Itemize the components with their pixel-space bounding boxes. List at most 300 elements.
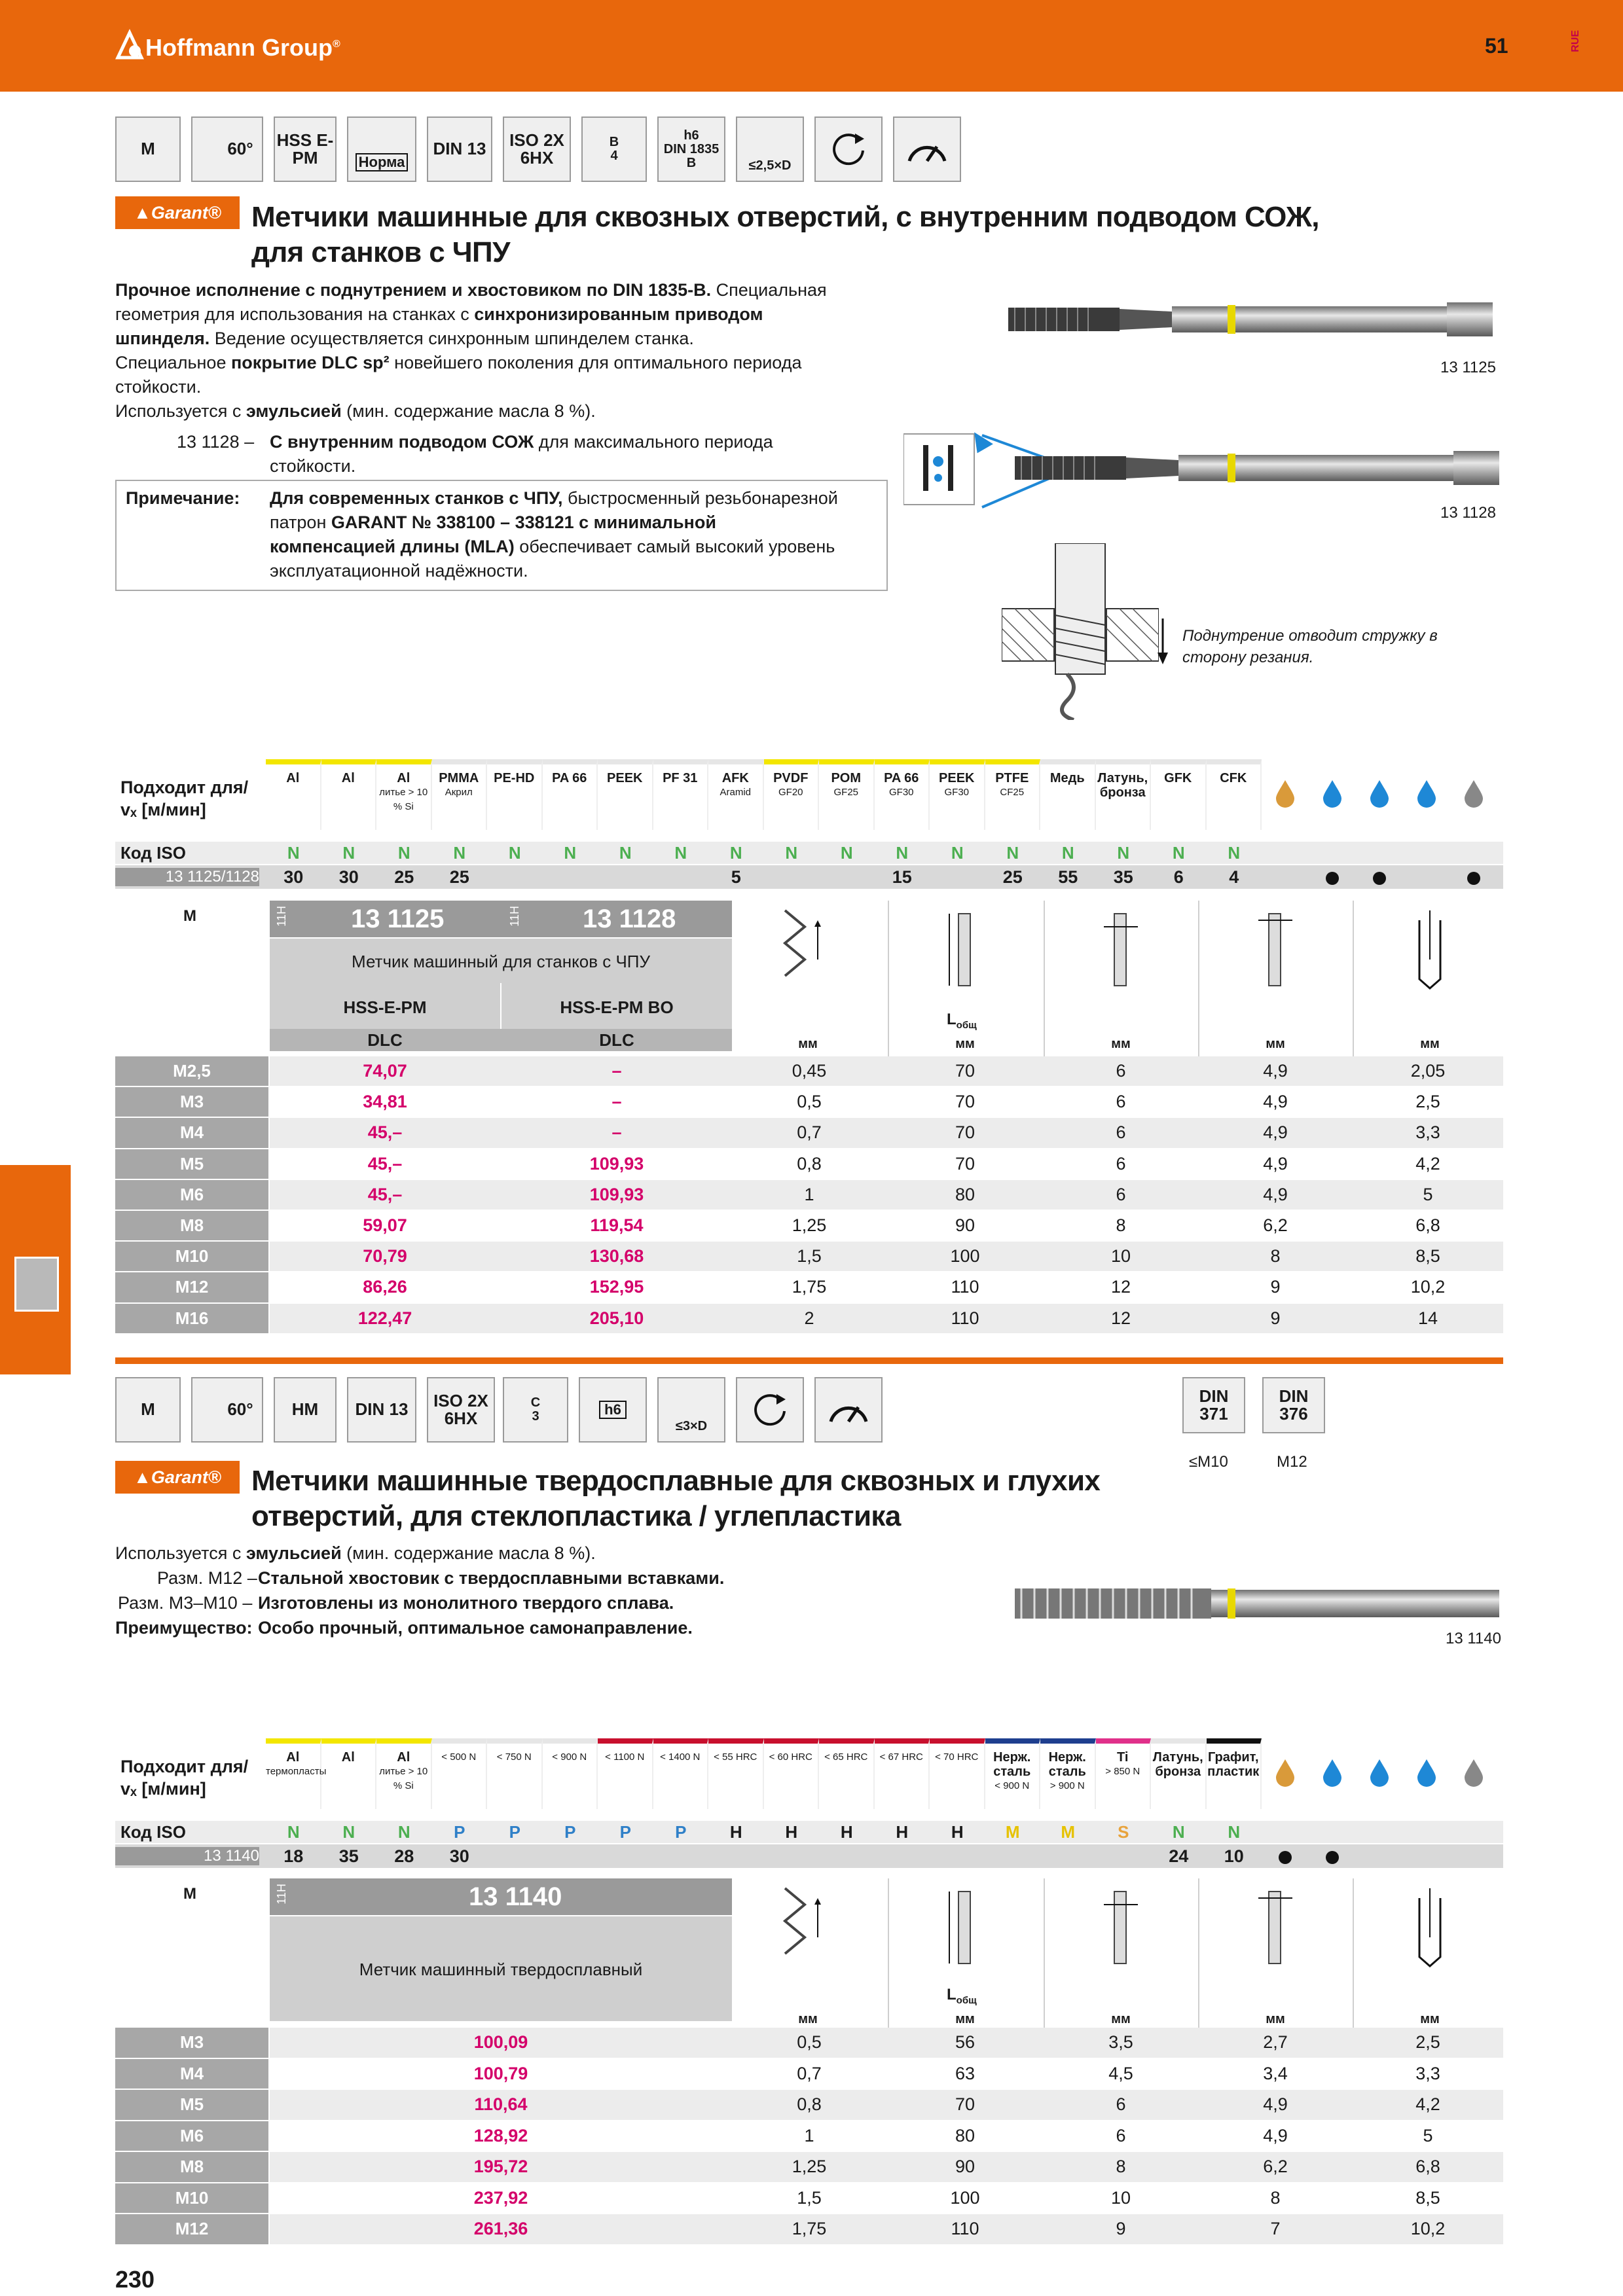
price-13-1125: 86,26	[363, 1277, 407, 1297]
norm-shape-icon	[347, 117, 416, 182]
total-length: 70	[955, 1092, 976, 1112]
price-13-1125: 122,47	[357, 1308, 412, 1328]
speed-gauge-icon	[893, 117, 961, 182]
iso-code: P	[675, 1822, 687, 1842]
price-13-1140: 128,92	[473, 2125, 528, 2145]
material-sub: GF30	[888, 787, 914, 798]
shank-h6-icon-2-label: h6	[599, 1401, 627, 1418]
tech-column-icon	[1353, 1885, 1507, 1980]
brand-name: Hoffmann Group®	[145, 34, 340, 61]
material-column	[764, 759, 820, 830]
total-length: 90	[955, 2157, 976, 2176]
shank-diameter: 6	[1116, 1122, 1126, 1143]
text-run: Изготовлены из монолитного твердого сплава.	[258, 1593, 674, 1613]
material-name: Графит, пластик	[1207, 1750, 1260, 1779]
text-line	[270, 511, 885, 535]
shank-h6-icon	[657, 117, 725, 182]
material-column	[653, 759, 709, 830]
price-13-1128: 119,54	[590, 1215, 644, 1235]
iso-code: S	[1118, 1822, 1129, 1842]
material-column	[985, 759, 1041, 830]
text-run: синхронизированным приводом	[474, 304, 763, 324]
row-divider	[115, 1333, 1503, 1335]
square-size: 4,9	[1263, 1122, 1288, 1143]
material-column	[1207, 1738, 1262, 1809]
square-size: 4,9	[1263, 1153, 1288, 1174]
chamfer-form-b-icon	[581, 117, 647, 182]
material-column	[1096, 1738, 1152, 1809]
cutting-speed: 25	[449, 867, 469, 887]
material-name: PA 66	[552, 771, 587, 785]
note-text	[270, 486, 885, 583]
unit-label: мм	[1420, 2012, 1440, 2026]
drill-diameter: 3,3	[1415, 1122, 1440, 1143]
variant-label: 13 1128 –	[177, 432, 255, 452]
tool1-caption: 13 1125	[1440, 359, 1496, 376]
material-column	[1096, 759, 1152, 830]
article-13-1128: 13 1128	[583, 905, 676, 933]
grid-line	[888, 1878, 889, 2032]
shank-h6-icon-2	[579, 1377, 647, 1443]
garant-logo-2: ▲ Garant ®	[115, 1461, 240, 1494]
tech-column-icon	[731, 1885, 885, 1960]
air-blast-icon	[1463, 1758, 1484, 1787]
label-line: Подходит для/	[120, 1757, 249, 1776]
section-divider	[115, 1357, 1503, 1364]
iso-code: N	[1228, 1822, 1241, 1842]
size-label: M10	[115, 2183, 268, 2214]
thread-pitch: 1,75	[792, 1277, 827, 1297]
price-13-1128: 205,10	[589, 1308, 644, 1328]
material-column	[985, 1738, 1041, 1809]
material-name: Нерж. сталь	[1048, 1750, 1086, 1779]
iso-code: N	[287, 843, 300, 863]
material-column	[708, 1738, 764, 1809]
material-column	[543, 1738, 598, 1809]
text-run: эксплуатационной надёжности.	[270, 561, 528, 581]
label-line: Подходит для/	[120, 778, 249, 797]
iso-code: P	[619, 1822, 631, 1842]
text-run: Используется с	[115, 1543, 246, 1563]
total-length: 80	[955, 2125, 976, 2145]
cutting-speed: 28	[394, 1846, 414, 1866]
iso-code: N	[729, 843, 742, 863]
iso-code: N	[287, 1822, 300, 1842]
iso-code: M	[1061, 1822, 1076, 1842]
garant-logo: ▲ Garant ®	[115, 196, 240, 229]
din-13-label: DIN 13	[355, 1399, 409, 1420]
total-length: 110	[951, 2219, 979, 2238]
material-sub: GF30	[944, 787, 969, 798]
prefix-label: 11H	[275, 906, 288, 927]
cutting-speed: 4	[1229, 867, 1239, 887]
material-name: CFK	[1220, 771, 1247, 785]
square-size: 8	[1270, 2187, 1281, 2208]
row-divider	[115, 2244, 1503, 2246]
iso-code: N	[674, 843, 687, 863]
drill-diameter: 2,05	[1410, 1061, 1446, 1081]
l-total-label	[947, 1986, 977, 2006]
material-name: Нерж. сталь	[993, 1750, 1031, 1779]
iso-code: N	[951, 843, 964, 863]
material-sub: < 67 HRC	[879, 1751, 923, 1763]
speed-gauge-icon-2	[814, 1377, 883, 1443]
page-number-top: 51	[1485, 34, 1508, 58]
text-line	[270, 535, 885, 559]
thread-depth-icon	[736, 117, 804, 182]
size-label: M12	[115, 1272, 268, 1302]
section1-description	[115, 278, 901, 423]
shank-diameter: 6	[1116, 2094, 1126, 2114]
size-label: M3	[115, 2028, 268, 2058]
text-run: геометрия для использования на станках с	[115, 304, 475, 324]
line-text	[258, 1616, 693, 1640]
square-size: 4,9	[1263, 1061, 1288, 1081]
iso-code: N	[453, 843, 466, 863]
total-length-icon	[945, 1885, 985, 1977]
size-label: M6	[115, 1180, 268, 1210]
chamfer-form-b-icon-label: 4	[610, 149, 618, 163]
price-13-1140: 261,36	[473, 2219, 528, 2238]
drill-diameter-icon	[1410, 1885, 1450, 1977]
article-13-1140: 13 1140	[469, 1882, 562, 1911]
grid-line	[1353, 1878, 1354, 2032]
article-label: 13 1125/1128	[115, 868, 259, 886]
variant-text: С внутренним подводом СОЖ для максимального периода	[270, 432, 773, 452]
price-13-1125: 45,–	[367, 1153, 403, 1174]
tool-description: Метчик машинный для станков с ЧПУ	[352, 952, 650, 971]
square-size: 4,9	[1263, 1092, 1288, 1112]
square-size: 8	[1270, 1246, 1281, 1266]
material-name: POM	[831, 771, 862, 785]
unit-label: мм	[1266, 1037, 1285, 1051]
material-column	[1040, 759, 1096, 830]
tool-description: Метчик машинный твердосплавный	[359, 1960, 643, 1979]
material-2: HSS-E-PM BO	[560, 997, 674, 1017]
material-name: PA 66	[884, 771, 919, 785]
iso-code: N	[342, 843, 356, 863]
coolant-dot	[1467, 872, 1480, 885]
text-run: Стальной хвостовик с твердосплавными вставками.	[258, 1568, 725, 1588]
drill-diameter: 14	[1417, 1308, 1438, 1328]
size-label: M6	[115, 2121, 268, 2151]
din-13-icon-label: DIN 13	[433, 139, 486, 159]
hm-material-icon	[274, 1377, 337, 1443]
prefix-label: 11H	[275, 1884, 288, 1905]
price-13-1140: 100,09	[473, 2032, 528, 2052]
cutting-speed: 30	[449, 1846, 469, 1866]
unit-label: мм	[955, 2012, 975, 2026]
tech-column-icon	[1044, 907, 1198, 1002]
iso-tolerance-icon-2	[427, 1377, 495, 1443]
iso-code: N	[1117, 843, 1130, 863]
emulsion-drop-icon	[1322, 1758, 1343, 1787]
square-size: 6,2	[1263, 1215, 1288, 1235]
thread-angle-icon-label: 60°	[227, 139, 253, 159]
shank-diameter: 6	[1116, 1061, 1126, 1081]
iso-code: N	[1006, 843, 1019, 863]
material-name: Al	[397, 771, 410, 785]
tool3-caption: 13 1140	[1446, 1630, 1501, 1647]
size-label: M4	[115, 1118, 268, 1147]
material-sub: < 60 HRC	[769, 1751, 812, 1763]
iso-code-label: Код ISO	[120, 843, 186, 863]
material-column	[432, 759, 488, 830]
din-13-icon-2	[347, 1377, 416, 1443]
drill-diameter: 4,2	[1415, 2094, 1440, 2114]
tech-column-icon	[1198, 907, 1353, 1002]
material-column	[708, 759, 764, 830]
text-run: новейшего поколения для оптимального периода	[389, 353, 802, 372]
tech-column-icon	[731, 907, 885, 982]
chamfer-form-c-icon-label: 3	[532, 1409, 539, 1424]
material-column	[543, 759, 598, 830]
note-label: Примечание:	[126, 488, 240, 508]
shank-diameter-icon	[1101, 1885, 1140, 1977]
iso-code: M	[1005, 1822, 1020, 1842]
price-13-1140: 195,72	[473, 2157, 528, 2176]
right-hand-rotation-icon	[814, 117, 883, 182]
total-length: 70	[955, 2094, 976, 2114]
chamfer-form-c-icon	[503, 1377, 568, 1443]
tech-column-icon	[888, 907, 1042, 1002]
cutting-speed: 18	[283, 1846, 304, 1866]
material-sub: < 750 N	[496, 1751, 532, 1763]
chapter-tab	[0, 1165, 71, 1374]
tap-13-1125-image	[1002, 287, 1512, 352]
price-13-1125: 34,81	[363, 1092, 407, 1112]
tap-13-1128-image	[903, 396, 1519, 527]
thread-pitch: 1,5	[797, 1246, 822, 1266]
material-column	[487, 1738, 543, 1809]
material-sub: литье > 10 % Si	[379, 787, 428, 812]
cutting-speed: 35	[1113, 867, 1133, 887]
material-name: PF 31	[663, 771, 698, 785]
right-hand-rotation-icon-2	[736, 1377, 804, 1443]
square-size: 6,2	[1263, 2157, 1288, 2176]
material-column	[930, 1738, 985, 1809]
line-label: Разм. M3–M10 –	[118, 1593, 253, 1613]
coolant-dot	[1326, 872, 1339, 885]
square-size-icon	[1256, 907, 1295, 999]
size-label: M2,5	[115, 1056, 268, 1086]
iso-code: N	[1228, 843, 1241, 863]
section2-title-line1: Метчики машинные твердосплавные для сквозных и глухих	[251, 1465, 1101, 1497]
total-length: 70	[955, 1122, 976, 1143]
shank-h6-icon-label: h6	[684, 128, 699, 143]
variant-text-2: стойкости.	[270, 456, 356, 476]
total-length: 80	[955, 1184, 976, 1204]
air-blast-icon	[1463, 779, 1484, 808]
size-label: M10	[115, 1242, 268, 1271]
cutting-speed: 24	[1169, 1846, 1189, 1866]
text-line	[115, 399, 901, 423]
coolant-dot	[1326, 1851, 1339, 1864]
material-name: GFK	[1164, 771, 1192, 785]
page-number-bottom: 230	[115, 2266, 155, 2293]
unit-label: мм	[798, 2012, 818, 2026]
material-column	[376, 759, 432, 830]
iso-code: N	[508, 843, 521, 863]
material-sub: Акрил	[445, 787, 473, 798]
material-column	[1151, 1738, 1207, 1809]
chamfer-form-c-icon-label: C	[530, 1395, 541, 1410]
material-sub: > 900 N	[1049, 1780, 1085, 1791]
size-label: M5	[115, 1149, 268, 1179]
material-column	[321, 759, 377, 830]
grid-line	[1198, 1878, 1199, 2032]
grid-line	[1198, 901, 1199, 1056]
unit-label: мм	[798, 1037, 818, 1051]
shank-diameter: 8	[1116, 1215, 1126, 1235]
text-run: шпинделя.	[115, 329, 210, 348]
hoffmann-logo-icon	[115, 29, 144, 60]
drill-diameter: 10,2	[1410, 2219, 1446, 2238]
shank-diameter: 12	[1110, 1277, 1131, 1297]
din-13-icon	[427, 117, 492, 182]
tech-column-icon	[1198, 1885, 1353, 1980]
drill-diameter: 5	[1423, 1184, 1433, 1204]
coating-1: DLC	[367, 1030, 403, 1050]
material-column	[875, 1738, 930, 1809]
text-run: Прочное исполнение с поднутрением и хвостовиком по DIN 1835-B.	[115, 280, 712, 300]
drill-diameter: 6,8	[1415, 1215, 1440, 1235]
unit-label: мм	[955, 1037, 975, 1051]
material-name: PVDF	[773, 771, 809, 785]
material-name: Al	[286, 771, 300, 785]
text-run: эмульсией	[246, 401, 342, 421]
material-name: PMMA	[439, 771, 479, 785]
text-run: покрытие DLC sp²	[230, 353, 390, 372]
cutting-speed: 35	[338, 1846, 359, 1866]
price-13-1140: 110,64	[474, 2094, 528, 2114]
square-size: 4,9	[1263, 1184, 1288, 1204]
cutting-speed: 6	[1173, 867, 1184, 887]
text-run: патрон	[270, 512, 331, 532]
hss-e-pm-icon-label: HSS E-PM	[276, 130, 334, 168]
thread-angle-icon-2-label: 60°	[227, 1399, 253, 1420]
material-column	[653, 1738, 709, 1809]
chamfer-form-b-icon-label: B	[609, 135, 619, 149]
cutting-speed: 5	[731, 867, 741, 887]
shank-diameter: 8	[1116, 2157, 1126, 2176]
iso-code: N	[896, 843, 909, 863]
price-13-1128: 130,68	[589, 1246, 644, 1266]
norm-shape-icon-label: Норма	[356, 153, 409, 171]
shank-diameter: 6	[1116, 2125, 1126, 2145]
cutting-speed: 25	[394, 867, 414, 887]
total-length: 56	[955, 2032, 976, 2052]
iso-code: N	[397, 843, 410, 863]
section1-title-line1: Метчики машинные для сквозных отверстий, с внутренним подводом СОЖ,	[251, 201, 1319, 233]
material-name: PEEK	[607, 771, 643, 785]
dry-cut-icon	[1416, 1758, 1437, 1787]
l-symbol: L	[947, 1986, 957, 2003]
material-sub: < 1100 N	[605, 1751, 645, 1763]
material-column	[1207, 759, 1262, 830]
price-13-1128: 109,93	[589, 1153, 644, 1174]
square-size: 3,4	[1263, 2063, 1288, 2083]
text-run: Особо прочный, оптимальное самонаправление.	[258, 1618, 693, 1638]
thread-m-icon-label: M	[141, 139, 155, 159]
text-run: Используется с	[115, 401, 246, 421]
thread-depth-icon-2	[657, 1377, 725, 1443]
total-length: 70	[955, 1061, 976, 1081]
line-label: Разм. M12 –	[157, 1568, 257, 1588]
thread-angle-icon-2	[191, 1377, 263, 1443]
line-text	[258, 1566, 724, 1590]
thread-angle-icon	[191, 117, 263, 182]
l-total-label	[947, 1011, 977, 1031]
text-run: эмульсией	[246, 1543, 342, 1563]
text-run: стойкости.	[115, 377, 202, 397]
drill-diameter: 5	[1423, 2125, 1433, 2145]
material-sub: < 500 N	[441, 1751, 477, 1763]
thread-pitch: 0,7	[797, 2063, 822, 2083]
text-run: компенсацией длины (MLA)	[270, 537, 515, 556]
text-run: обеспечивает самый высокий уровень	[514, 537, 835, 556]
material-sub: < 70 HRC	[935, 1751, 979, 1763]
size-label: M16	[115, 1304, 268, 1333]
oil-drop-icon	[1275, 1758, 1296, 1787]
iso-code: N	[564, 843, 577, 863]
total-length: 110	[951, 1277, 979, 1297]
material-name: Ti	[1117, 1750, 1129, 1765]
thread-pitch: 0,8	[797, 2094, 822, 2114]
unit-label: мм	[1266, 2012, 1285, 2026]
drill-diameter: 2,5	[1415, 1092, 1440, 1112]
iso-code: P	[454, 1822, 465, 1842]
thread-pitch-icon	[778, 907, 837, 979]
price-13-1125: 70,79	[363, 1246, 407, 1266]
total-length: 100	[950, 2187, 980, 2208]
text-run: (мин. содержание масла 8 %).	[341, 401, 596, 421]
text-run: Специальная	[711, 280, 827, 300]
din-371-note: ≤M10	[1189, 1453, 1228, 1471]
thread-pitch: 0,8	[797, 1153, 822, 1174]
drill-diameter: 10,2	[1410, 1277, 1446, 1297]
iso-code-label: Код ISO	[120, 1822, 186, 1842]
size-label: M3	[115, 1087, 268, 1117]
material-1: HSS-E-PM	[343, 997, 427, 1017]
unit-label: мм	[1111, 1037, 1131, 1051]
material-column	[819, 759, 875, 830]
text-line	[115, 351, 901, 375]
thread-depth-icon-label: ≤2,5×D	[748, 158, 792, 173]
text-run: Специальное	[115, 353, 231, 372]
iso-code: N	[1061, 843, 1074, 863]
thread-pitch: 0,45	[792, 1061, 827, 1081]
din-376-icon: DIN 376	[1262, 1377, 1325, 1433]
iso-code: H	[729, 1822, 742, 1842]
material-name: PEEK	[939, 771, 975, 785]
material-column	[598, 759, 653, 830]
shank-diameter: 4,5	[1108, 2063, 1133, 2083]
iso-code: H	[896, 1822, 909, 1842]
material-name: AFK	[721, 771, 749, 785]
article-13-1125: 13 1125	[351, 905, 445, 933]
price-13-1140: 100,79	[473, 2063, 528, 2083]
arrow-down-icon	[1158, 619, 1168, 664]
price-13-1125: 45,–	[367, 1122, 403, 1143]
page-code: RUE	[1570, 30, 1581, 52]
material-name: Медь	[1049, 771, 1085, 785]
material-column	[432, 1738, 488, 1809]
total-length: 63	[955, 2063, 976, 2083]
grid-line	[888, 901, 889, 1056]
material-column	[819, 1738, 875, 1809]
material-name: Латунь, бронза	[1152, 1750, 1203, 1779]
